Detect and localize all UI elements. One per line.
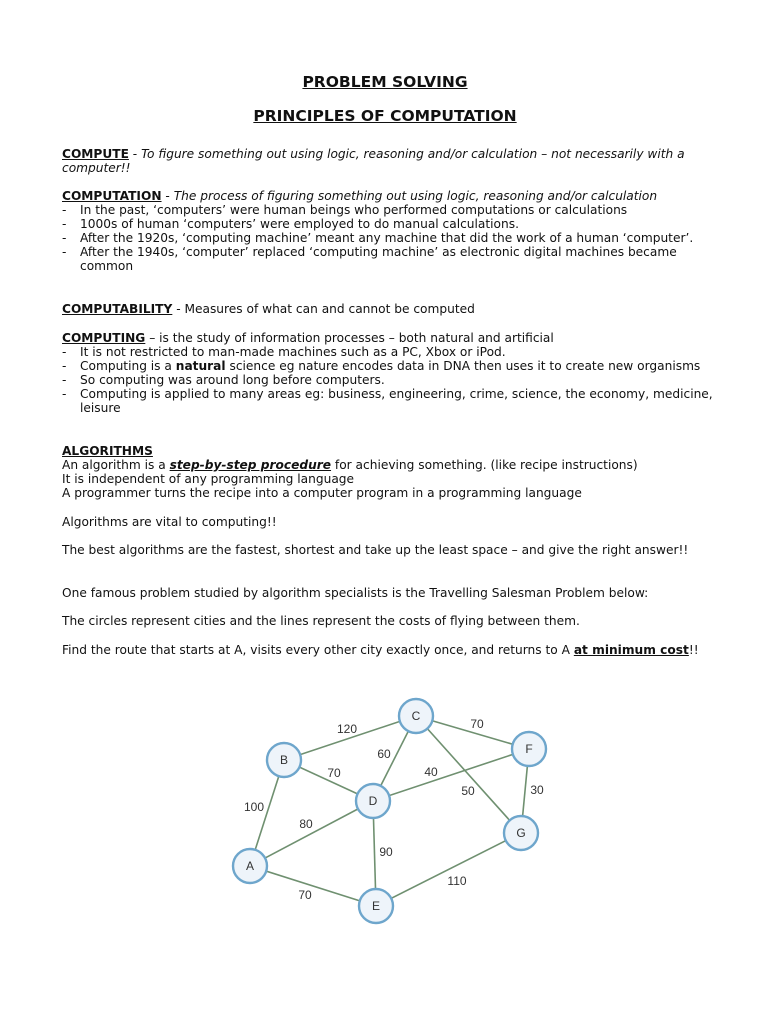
list-item: - After the 1920s, ‘computing machine’ meant any machine that did the work of a human ‘computer’. bbox=[62, 231, 727, 245]
natural-emphasis: natural bbox=[175, 359, 226, 373]
list-item: - After the 1940s, ‘computer’ replaced ‘computing machine’ as electronic digital machines became common bbox=[62, 245, 727, 273]
algorithms-section: ALGORITHMS An algorithm is a step-by-step procedure for achieving something. (like recipe instructions) It is independent of any programming language A programmer turns the recipe into a computer program in a programming language bbox=[62, 444, 727, 500]
city-label: C bbox=[411, 709, 421, 723]
computing-section bbox=[62, 331, 727, 415]
edge-cost-label: 70 bbox=[298, 888, 312, 902]
computing-list bbox=[62, 345, 727, 415]
page-title: PROBLEM SOLVING bbox=[302, 73, 468, 91]
edge-cost-label: 80 bbox=[299, 817, 313, 831]
city-label: D bbox=[368, 794, 378, 808]
computation-section: COMPUTATION - The process of figuring something out using logic, reasoning and/or calculation - In the past, ‘computers’ were human beings who performed computations or calculations - 1000s of human ‘computers’ were employed to do manual calculations. - After the 1920s, ‘computing machine’ meant any machine that did the work of a human ‘computer’. - After the 1940s, ‘computer’ replaced ‘computing machine’ as electronic digital machines became common bbox=[62, 189, 727, 273]
computation-term: COMPUTATION bbox=[62, 189, 162, 203]
list-item: - In the past, ‘computers’ were human beings who performed computations or calculations bbox=[62, 203, 727, 217]
list-item: - Computing is applied to many areas eg: business, engineering, crime, science, the economy, medicine, leisure bbox=[62, 387, 727, 415]
list-item: - Computing is a natural science eg nature encodes data in DNA then uses it to create new organisms bbox=[62, 359, 727, 373]
algorithm-line: It is independent of any programming language bbox=[62, 472, 355, 486]
city-label: E bbox=[371, 899, 381, 913]
computability-section bbox=[62, 302, 727, 316]
edge-cost-label: 70 bbox=[470, 717, 484, 731]
computation-definition: The process of figuring something out using logic, reasoning and/or calculation bbox=[173, 189, 658, 203]
find-paragraph: Find the route that starts at A, visits every other city exactly once, and returns to A at minimum cost!! bbox=[62, 643, 699, 657]
list-item: - It is not restricted to man-made machines such as a PC, Xbox or iPod. bbox=[62, 345, 727, 359]
edge-d-f bbox=[373, 749, 529, 801]
page-subtitle: PRINCIPLES OF COMPUTATION bbox=[253, 107, 517, 125]
computation-list bbox=[62, 203, 727, 273]
edge-cost-label: 50 bbox=[461, 784, 475, 798]
edge-a-e bbox=[250, 866, 376, 906]
city-label: B bbox=[279, 753, 289, 767]
compute-term: COMPUTE bbox=[62, 147, 129, 161]
edge-cost-label: 70 bbox=[327, 766, 341, 780]
edge-cost-label: 30 bbox=[530, 783, 544, 797]
edge-cost-label: 110 bbox=[447, 874, 467, 888]
city-label: A bbox=[245, 859, 255, 873]
edge-cost-label: 90 bbox=[379, 845, 393, 859]
compute-definition: To figure something out using logic, reasoning and/or calculation – not necessarily with a computer!! bbox=[62, 147, 685, 175]
computing-text: – is the study of information processes – both natural and artificial bbox=[145, 331, 554, 345]
algorithms-heading: ALGORITHMS bbox=[62, 444, 153, 458]
vital-paragraph: Algorithms are vital to computing!! bbox=[62, 515, 277, 529]
list-item: - So computing was around long before computers. bbox=[62, 373, 727, 387]
list-item: - 1000s of human ‘computers’ were employed to do manual calculations. bbox=[62, 217, 727, 231]
edge-cost-label: 100 bbox=[243, 800, 265, 814]
edge-cost-label: 40 bbox=[424, 765, 438, 779]
city-label: F bbox=[525, 742, 533, 756]
edge-e-g bbox=[376, 833, 521, 906]
tsp-graph bbox=[220, 688, 560, 934]
computability-term: COMPUTABILITY bbox=[62, 302, 173, 316]
computing-term: COMPUTING bbox=[62, 331, 146, 345]
city-label: G bbox=[516, 826, 526, 840]
minimum-cost-emphasis: at minimum cost bbox=[573, 643, 689, 657]
famous-paragraph: One famous problem studied by algorithm specialists is the Travelling Salesman Problem below: bbox=[62, 586, 649, 600]
compute-section: COMPUTE - To figure something out using logic, reasoning and/or calculation – not necessarily with a computer!! bbox=[62, 147, 685, 175]
best-paragraph: The best algorithms are the fastest, shortest and take up the least space – and give the right answer!! bbox=[62, 543, 689, 557]
algorithm-line: A programmer turns the recipe into a computer program in a programming language bbox=[62, 486, 582, 500]
step-by-step-emphasis: step-by-step procedure bbox=[169, 458, 332, 472]
edge-cost-label: 60 bbox=[377, 747, 391, 761]
circles-paragraph: The circles represent cities and the lines represent the costs of flying between them. bbox=[62, 614, 580, 628]
edge-cost-label: 120 bbox=[336, 722, 358, 736]
computability-text: - Measures of what can and cannot be computed bbox=[172, 302, 475, 316]
